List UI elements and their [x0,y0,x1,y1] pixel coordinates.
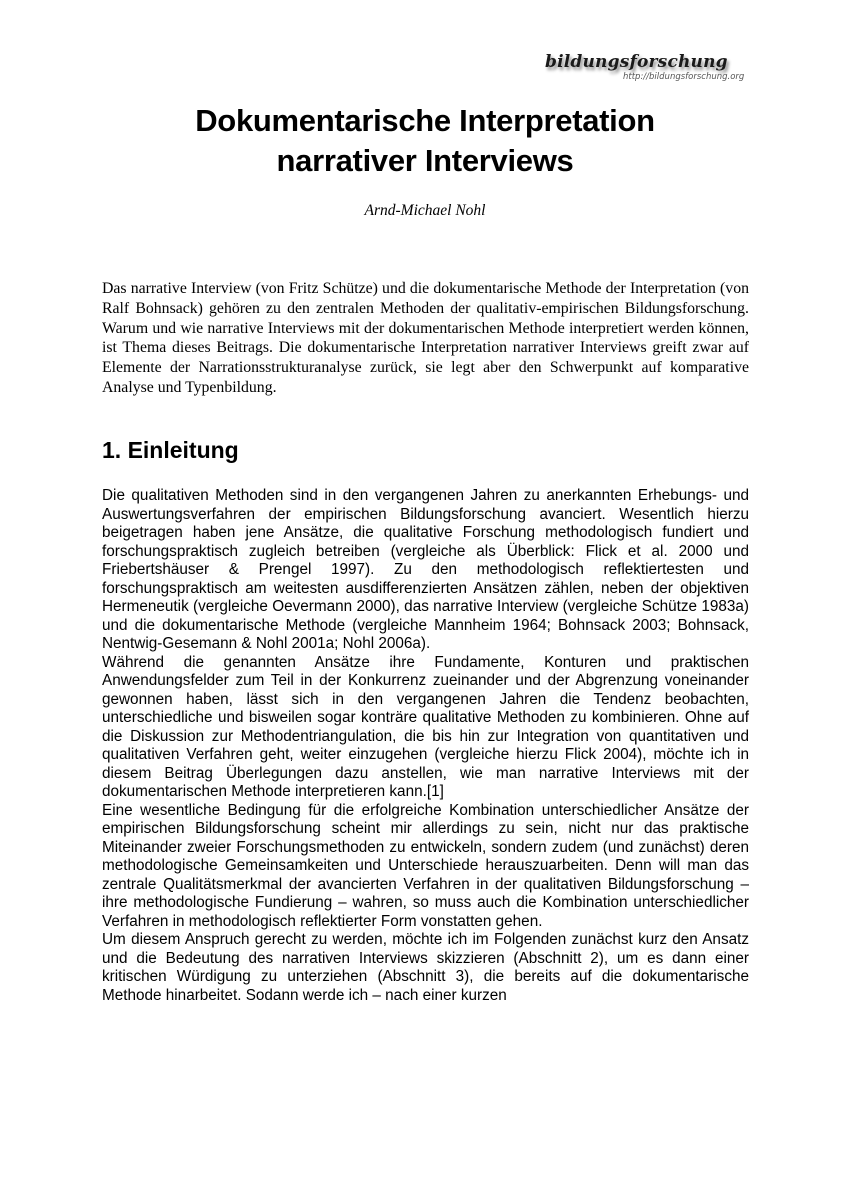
paragraph: Während die genannten Ansätze ihre Fundamente, Konturen und praktischen Anwendungsfelder zum Teil in der Konkurrenz zueinander und der Abgrenzung voneinander gewonnen haben, lässt sich in den vergangenen Jahren die Tendenz beobachten, unterschiedliche und bisweilen sogar konträre qualitative Methoden zu kombinieren. Ohne auf die Diskussion zur Methodentriangulation, die bis hin zur Integration von quantitativen und qualitativen Verfahren geht, weiter einzugehen (vergleiche hierzu Flick 2004), möchte ich in diesem Beitrag Überlegungen dazu anstellen, wie man narrative Interviews mit der dokumentarischen Methode interpretieren kann.[1] [102,653,749,800]
section-heading: 1. Einleitung [102,437,239,463]
author-name: Arnd-Michael Nohl [364,202,486,219]
logo-url: http://bildungsforschung.org [623,72,745,82]
abstract: Das narrative Interview (von Fritz Schütze) und die dokumentarische Methode der Interpretation (von Ralf Bohnsack) gehören zu den zentralen Methoden der qualitativ-empirischen Bildungsforschung. Warum und wie narrative Interviews mit der dokumentarischen Methode interpretiert werden können, ist Thema dieses Beitrags. Die dokumentarische Interpretation narrativer Interviews greift zwar auf Elemente der Narrationsstrukturanalyse zurück, sie legt aber den Schwerpunkt auf komparative Analyse und Typenbildung. [102,280,749,396]
article-title [100,101,750,181]
paragraph: Die qualitativen Methoden sind in den vergangenen Jahren zu anerkannten Erhebungs- und Auswertungsverfahren der empirischen Bildungsforschung avanciert. Wesentlich hierzu beigetragen haben jene Ansätze, die qualitative Forschung methodologisch fundiert und forschungspraktisch zugleich betreiben (vergleiche als Überblick: Flick et al. 2000 und Friebertshäuser & Prengel 1997). Zu den methodologisch reflektiertesten und forschungspraktisch am weitesten ausdifferenzierten Ansätzen zählen, neben der objektiven Hermeneutik (vergleiche Oevermann 2000), das narrative Interview (vergleiche Schütze 1983a) und die dokumentarische Methode (vergleiche Mannheim 1964; Bohnsack 2003; Bohnsack, Nentwig-Gesemann & Nohl 2001a; Nohl 2006a). [102,487,749,652]
bildungsforschung-logo [545,52,755,86]
title-line-2: narrativer Interviews [276,143,574,178]
section-body [102,487,749,1005]
logo-text: bildungsforschung [545,52,728,72]
title-line-1: Dokumentarische Interpretation [195,103,655,138]
paragraph: Um diesem Anspruch gerecht zu werden, möchte ich im Folgenden zunächst kurz den Ansatz und die Bedeutung des narrativen Interviews skizzieren (Abschnitt 2), um es dann einer kritischen Würdigung zu unterziehen (Abschnitt 3), die bereits auf die dokumentarische Methode hinarbeitet. Sodann werde ich – nach einer kurzen [102,931,749,1004]
paragraph: Eine wesentliche Bedingung für die erfolgreiche Kombination unterschiedlicher Ansätze der empirischen Bildungsforschung scheint mir allerdings zu sein, nicht nur das praktische Miteinander zweier Forschungsmethoden zu entwickeln, sondern zudem (und zunächst) deren methodologische Gemeinsamkeiten und Unterschiede herauszuarbeiten. Denn will man das zentrale Qualitätsmerkmal der avancierten Verfahren in der qualitativen Bildungsforschung – ihre methodologische Fundierung – wahren, so muss auch die Kombination unterschiedlicher Verfahren in methodologisch reflektierter Form vonstatten gehen. [102,801,749,930]
